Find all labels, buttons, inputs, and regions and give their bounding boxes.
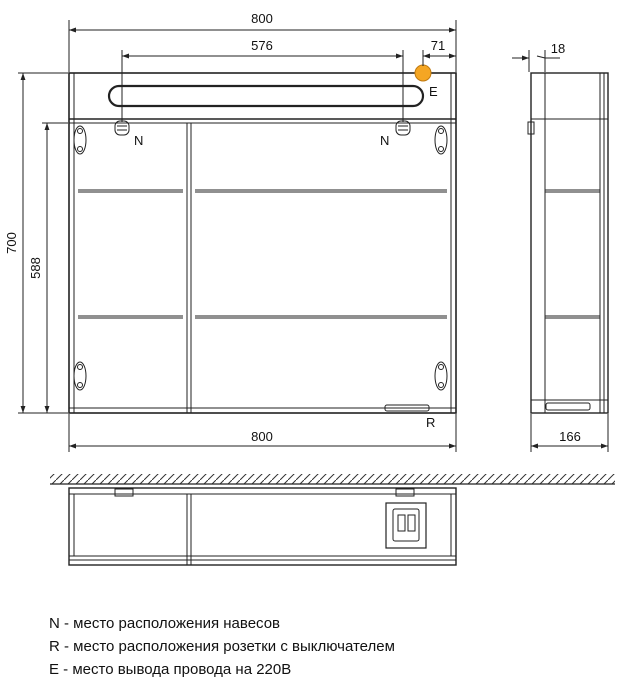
dim-71: 71 <box>430 38 446 53</box>
dim-800-bottom: 800 <box>251 429 273 444</box>
side-outline <box>531 73 608 413</box>
legend-item-r: R - место расположения розетки с выключателем <box>49 638 395 655</box>
dim-800-top: 800 <box>251 11 273 26</box>
wall-hatch <box>50 474 615 484</box>
marker-r: R <box>426 415 436 430</box>
light-bar <box>109 86 423 106</box>
dimension-lines <box>18 20 608 452</box>
hinge-icon <box>435 126 447 154</box>
hinge-icon <box>74 362 86 390</box>
legend-item-n: N - место расположения навесов <box>49 615 281 632</box>
marker-n-right: N <box>380 133 390 148</box>
dim-18: 18 <box>550 41 566 56</box>
dim-588: 588 <box>28 257 43 279</box>
top-view <box>50 474 615 565</box>
side-view <box>528 73 608 413</box>
dim-700: 700 <box>4 232 19 254</box>
socket-icon <box>386 503 426 548</box>
dim-166: 166 <box>559 429 581 444</box>
hinge-icon <box>74 126 86 154</box>
legend <box>49 612 629 681</box>
front-view <box>69 73 456 413</box>
marker-n-left: N <box>134 133 144 148</box>
cabinet-outline <box>69 73 456 413</box>
hinge-icon <box>435 362 447 390</box>
marker-e: E <box>429 84 438 99</box>
dim-576: 576 <box>251 38 273 53</box>
legend-item-e: E - место вывода провода на 220В <box>49 661 292 678</box>
outlet-marker-icon <box>415 65 431 81</box>
